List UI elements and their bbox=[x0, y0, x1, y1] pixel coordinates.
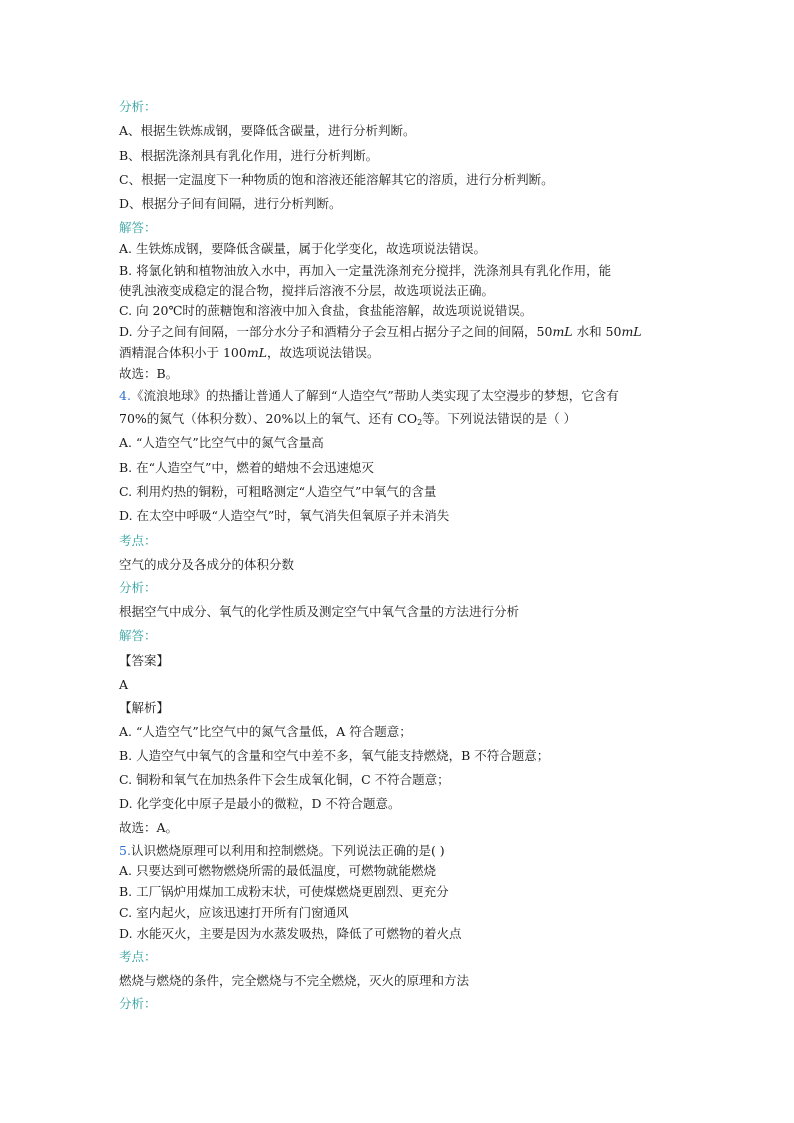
q3-analysis-label: 分析： bbox=[119, 99, 157, 114]
q5-analysis-label: 分析： bbox=[119, 996, 157, 1011]
q3-answer-c: C. 向 20℃时的蔗糖饱和溶液中加入食盐，食盐能溶解，故选项说说错误。 bbox=[119, 303, 533, 318]
q4-jiexi-b: B. 人造空气中氧气的含量和空气中差不多，氧气能支持燃烧，B 不符合题意； bbox=[119, 748, 550, 763]
q4-option-c: C. 利用灼热的铜粉，可粗略测定“人造空气”中氧气的含量 bbox=[119, 484, 437, 499]
q4-choice: 故选：A。 bbox=[119, 820, 179, 835]
q4-option-b: B. 在“人造空气”中，燃着的蜡烛不会迅速熄灭 bbox=[119, 460, 374, 475]
q5-stem: 5.认识燃烧原理可以利用和控制燃烧。下列说法正确的是( ) bbox=[119, 843, 445, 858]
q4-answer-label: 解答： bbox=[119, 628, 157, 643]
q4-kaodian: 空气的成分及各成分的体积分数 bbox=[119, 557, 295, 572]
q3-answer-b-line2: 使乳浊液变成稳定的混合物，搅拌后溶液不分层，故选项说法正确。 bbox=[119, 283, 495, 298]
q4-jiexi-a: A. “人造空气”比空气中的氮气含量低，A 符合题意； bbox=[119, 724, 412, 739]
q4-jiexi-tag: 【解析】 bbox=[119, 700, 170, 715]
q5-option-a: A. 只要达到可燃物燃烧所需的最低温度，可燃物就能燃烧 bbox=[119, 863, 436, 878]
q4-analysis: 根据空气中成分、氧气的化学性质及测定空气中氧气含量的方法进行分析 bbox=[119, 604, 520, 619]
q5-option-c: C. 室内起火，应该迅速打开所有门窗通风 bbox=[119, 905, 349, 920]
q4-stem-line1: 4.《流浪地球》的热播让普通人了解到“人造空气”帮助人类实现了太空漫步的梦想，它含有 bbox=[119, 388, 619, 403]
q4-analysis-label: 分析： bbox=[119, 580, 157, 595]
q3-answer-d-line1: D. 分子之间有间隔，一部分水分子和酒精分子会互相占据分子之间的间隔，50mL 水和 50mL bbox=[119, 324, 642, 339]
q5-option-d: D. 水能灭火，主要是因为水蒸发吸热，降低了可燃物的着火点 bbox=[119, 926, 462, 941]
q3-analysis-d: D、根据分子间有间隔，进行分析判断。 bbox=[119, 196, 342, 211]
q3-analysis-a: A、根据生铁炼成钢，要降低含碳量，进行分析判断。 bbox=[119, 123, 416, 138]
q4-jiexi-c: C. 铜粉和氧气在加热条件下会生成氧化铜，C 不符合题意； bbox=[119, 772, 450, 787]
q3-analysis-c: C、根据一定温度下一种物质的饱和溶液还能溶解其它的溶质，进行分析判断。 bbox=[119, 172, 554, 187]
q5-kaodian: 燃烧与燃烧的条件，完全燃烧与不完全燃烧，灭火的原理和方法 bbox=[119, 973, 470, 988]
q4-jiexi-d: D. 化学变化中原子是最小的微粒，D 不符合题意。 bbox=[119, 796, 401, 811]
q3-answer-d-line2: 酒精混合体积小于 100mL，故选项说法错误。 bbox=[119, 345, 380, 360]
q4-option-a: A. “人造空气”比空气中的氮气含量高 bbox=[119, 435, 324, 450]
q4-option-d: D. 在太空中呼吸“人造空气”时，氧气消失但氧原子并未消失 bbox=[119, 508, 450, 523]
q4-answer-tag: 【答案】 bbox=[119, 653, 170, 668]
q3-choice: 故选：B。 bbox=[119, 366, 179, 381]
q5-kaodian-label: 考点： bbox=[119, 949, 157, 964]
q5-option-b: B. 工厂锅炉用煤加工成粉末状，可使煤燃烧更剧烈、更充分 bbox=[119, 884, 449, 899]
q4-answer: A bbox=[119, 677, 129, 692]
q3-answer-b-line1: B. 将氯化钠和植物油放入水中，再加入一定量洗涤剂充分搅拌，洗涤剂具有乳化作用，能 bbox=[119, 263, 612, 278]
q4-stem-line2: 70%的氮气（体积分数）、20%以上的氧气、还有 $CO_2$等。下列说法错误的是（ ） bbox=[119, 411, 577, 427]
q3-answer-label: 解答： bbox=[119, 220, 157, 235]
q4-kaodian-label: 考点： bbox=[119, 533, 157, 548]
q3-analysis-b: B、根据洗涤剂具有乳化作用，进行分析判断。 bbox=[119, 148, 379, 163]
q3-answer-a: A. 生铁炼成钢，要降低含碳量，属于化学变化，故选项说法错误。 bbox=[119, 241, 486, 256]
